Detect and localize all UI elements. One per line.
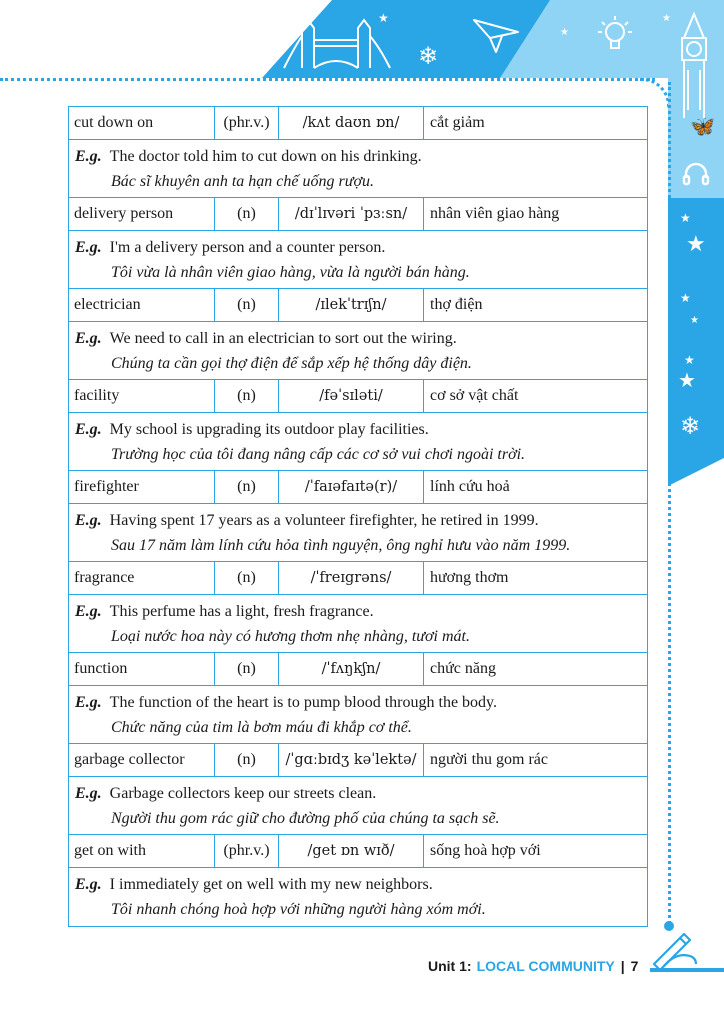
star-icon: ★ bbox=[680, 211, 691, 225]
word-cell: delivery person bbox=[69, 198, 215, 230]
word-cell: fragrance bbox=[69, 562, 215, 594]
pronunciation-cell: /ˈfaɪəfaɪtə(r)/ bbox=[279, 471, 424, 503]
example-english bbox=[75, 326, 647, 351]
word-cell: facility bbox=[69, 380, 215, 412]
example-label: E.g. bbox=[75, 420, 102, 438]
meaning-cell: chức năng bbox=[430, 660, 496, 677]
pronunciation-cell: /ˈfʌŋkʃn/ bbox=[279, 653, 424, 685]
example-vietnamese: Chúng ta cần gọi thợ điện để sắp xếp hệ thống dây điện. bbox=[111, 354, 472, 372]
star-icon: ★ bbox=[690, 315, 699, 326]
meaning-cell: lính cứu hoả bbox=[430, 478, 510, 495]
example-row bbox=[69, 413, 647, 471]
example-label: E.g. bbox=[75, 784, 102, 802]
example-row bbox=[69, 322, 647, 380]
big-ben-icon bbox=[664, 10, 724, 120]
header-dotted-line bbox=[0, 78, 655, 81]
example-row bbox=[69, 868, 647, 926]
footer-separator: | bbox=[620, 958, 625, 974]
example-vietnamese: Chức năng của tim là bơm máu đi khắp cơ thể. bbox=[111, 718, 412, 736]
example-row bbox=[69, 777, 647, 835]
example-label: E.g. bbox=[75, 602, 102, 620]
example-english-text: My school is upgrading its outdoor play facilities. bbox=[109, 420, 429, 438]
example-vietnamese: Tôi nhanh chóng hoà hợp với những người hàng xóm mới. bbox=[111, 901, 486, 918]
star-icon: ★ bbox=[662, 13, 671, 24]
example-english bbox=[75, 508, 647, 533]
example-english bbox=[75, 144, 647, 169]
meaning-cell: sống hoà hợp với bbox=[430, 842, 541, 859]
example-english bbox=[75, 781, 647, 806]
example-english-text: Garbage collectors keep our streets clean. bbox=[109, 784, 377, 802]
example-row bbox=[69, 504, 647, 562]
page-number: 7 bbox=[630, 958, 639, 974]
example-english bbox=[75, 599, 647, 624]
example-label: E.g. bbox=[75, 238, 102, 256]
word-type-cell: (n) bbox=[215, 289, 279, 321]
tower-bridge-icon bbox=[282, 18, 392, 70]
example-row bbox=[69, 231, 647, 289]
word-type-cell: (n) bbox=[215, 653, 279, 685]
example-english-text: I'm a delivery person and a counter person. bbox=[109, 238, 386, 256]
star-icon: ★ bbox=[680, 291, 691, 305]
headphones-icon bbox=[682, 160, 710, 188]
word-cell: firefighter bbox=[69, 471, 215, 503]
word-type-cell: (n) bbox=[215, 744, 279, 776]
pronunciation-cell: /ɪlekˈtrɪʃn/ bbox=[279, 289, 424, 321]
word-row bbox=[69, 835, 647, 868]
footer-unit: Unit 1: bbox=[428, 958, 472, 974]
example-row bbox=[69, 686, 647, 744]
star-icon: ★ bbox=[560, 27, 569, 38]
word-row bbox=[69, 107, 647, 140]
pronunciation-cell: /fəˈsɪləti/ bbox=[279, 380, 424, 412]
example-vietnamese: Sau 17 năm làm lính cứu hỏa tình nguyện, ông nghỉ hưu vào năm 1999. bbox=[111, 536, 571, 554]
page-footer bbox=[428, 956, 638, 976]
word-row bbox=[69, 289, 647, 322]
meaning-cell: nhân viên giao hàng bbox=[430, 205, 560, 222]
example-vietnamese: Loại nước hoa này có hương thơm nhẹ nhàng, tươi mát. bbox=[111, 627, 470, 645]
word-type-cell: (phr.v.) bbox=[215, 107, 279, 139]
meaning-cell: hương thơm bbox=[430, 569, 509, 586]
word-type-cell: (n) bbox=[215, 198, 279, 230]
footer-unit-title: LOCAL COMMUNITY bbox=[476, 958, 615, 974]
word-cell: garbage collector bbox=[69, 744, 215, 776]
word-type-cell: (phr.v.) bbox=[215, 835, 279, 867]
example-english bbox=[75, 872, 647, 897]
word-row bbox=[69, 744, 647, 777]
word-row bbox=[69, 198, 647, 231]
paper-plane-icon bbox=[472, 16, 520, 56]
star-icon: ★ bbox=[686, 232, 706, 257]
example-english-text: The function of the heart is to pump blood through the body. bbox=[109, 693, 498, 711]
word-cell: get on with bbox=[69, 835, 215, 867]
example-english bbox=[75, 417, 647, 442]
word-row bbox=[69, 562, 647, 595]
example-english bbox=[75, 690, 647, 715]
pronunciation-cell: /kʌt daʊn ɒn/ bbox=[279, 107, 424, 139]
butterfly-icon: 🦋 bbox=[690, 114, 715, 138]
pronunciation-cell: /ˈfreɪgrəns/ bbox=[279, 562, 424, 594]
example-vietnamese: Trường học của tôi đang nâng cấp các cơ sở vui chơi ngoài trời. bbox=[111, 445, 526, 463]
example-label: E.g. bbox=[75, 876, 102, 893]
example-english-text: We need to call in an electrician to sort out the wiring. bbox=[109, 329, 457, 347]
pencil-hand-icon bbox=[650, 930, 700, 970]
star-icon: ★ bbox=[684, 353, 695, 367]
meaning-cell: người thu gom rác bbox=[430, 751, 548, 768]
example-english-text: I immediately get on well with my new neighbors. bbox=[109, 876, 433, 893]
example-english-text: This perfume has a light, fresh fragrance. bbox=[109, 602, 374, 620]
example-english-text: The doctor told him to cut down on his drinking. bbox=[109, 147, 422, 165]
meaning-cell: thợ điện bbox=[430, 296, 483, 313]
word-type-cell: (n) bbox=[215, 562, 279, 594]
example-english bbox=[75, 235, 647, 260]
snowflake-icon: ❄ bbox=[418, 42, 439, 70]
example-row bbox=[69, 140, 647, 198]
vertical-dotted-line bbox=[668, 82, 671, 924]
word-row bbox=[69, 380, 647, 413]
meaning-cell: cơ sở vật chất bbox=[430, 387, 519, 404]
example-label: E.g. bbox=[75, 693, 102, 711]
pronunciation-cell: /get ɒn wɪð/ bbox=[279, 835, 424, 867]
word-type-cell: (n) bbox=[215, 471, 279, 503]
example-label: E.g. bbox=[75, 329, 102, 347]
word-cell: function bbox=[69, 653, 215, 685]
example-label: E.g. bbox=[75, 511, 102, 529]
meaning-cell: cắt giảm bbox=[430, 114, 485, 131]
example-label: E.g. bbox=[75, 147, 102, 165]
star-icon: ★ bbox=[378, 11, 389, 25]
snowflake-icon: ❄ bbox=[680, 412, 701, 440]
word-cell: cut down on bbox=[69, 107, 215, 139]
word-row bbox=[69, 653, 647, 686]
lightbulb-icon bbox=[596, 12, 634, 56]
pronunciation-cell: /dɪˈlɪvəri ˈpɜːsn/ bbox=[279, 198, 424, 230]
word-cell: electrician bbox=[69, 289, 215, 321]
star-icon: ★ bbox=[678, 368, 696, 392]
pronunciation-cell: /ˈgɑːbɪdʒ kəˈlektə/ bbox=[279, 744, 424, 776]
example-english-text: Having spent 17 years as a volunteer firefighter, he retired in 1999. bbox=[109, 511, 539, 529]
vocabulary-table bbox=[68, 106, 648, 927]
example-vietnamese: Tôi vừa là nhân viên giao hàng, vừa là người bán hàng. bbox=[111, 263, 470, 281]
word-row bbox=[69, 471, 647, 504]
example-vietnamese: Bác sĩ khuyên anh ta hạn chế uống rượu. bbox=[111, 172, 374, 190]
example-vietnamese: Người thu gom rác giữ cho đường phố của chúng ta sạch sẽ. bbox=[111, 809, 500, 827]
example-row bbox=[69, 595, 647, 653]
word-type-cell: (n) bbox=[215, 380, 279, 412]
